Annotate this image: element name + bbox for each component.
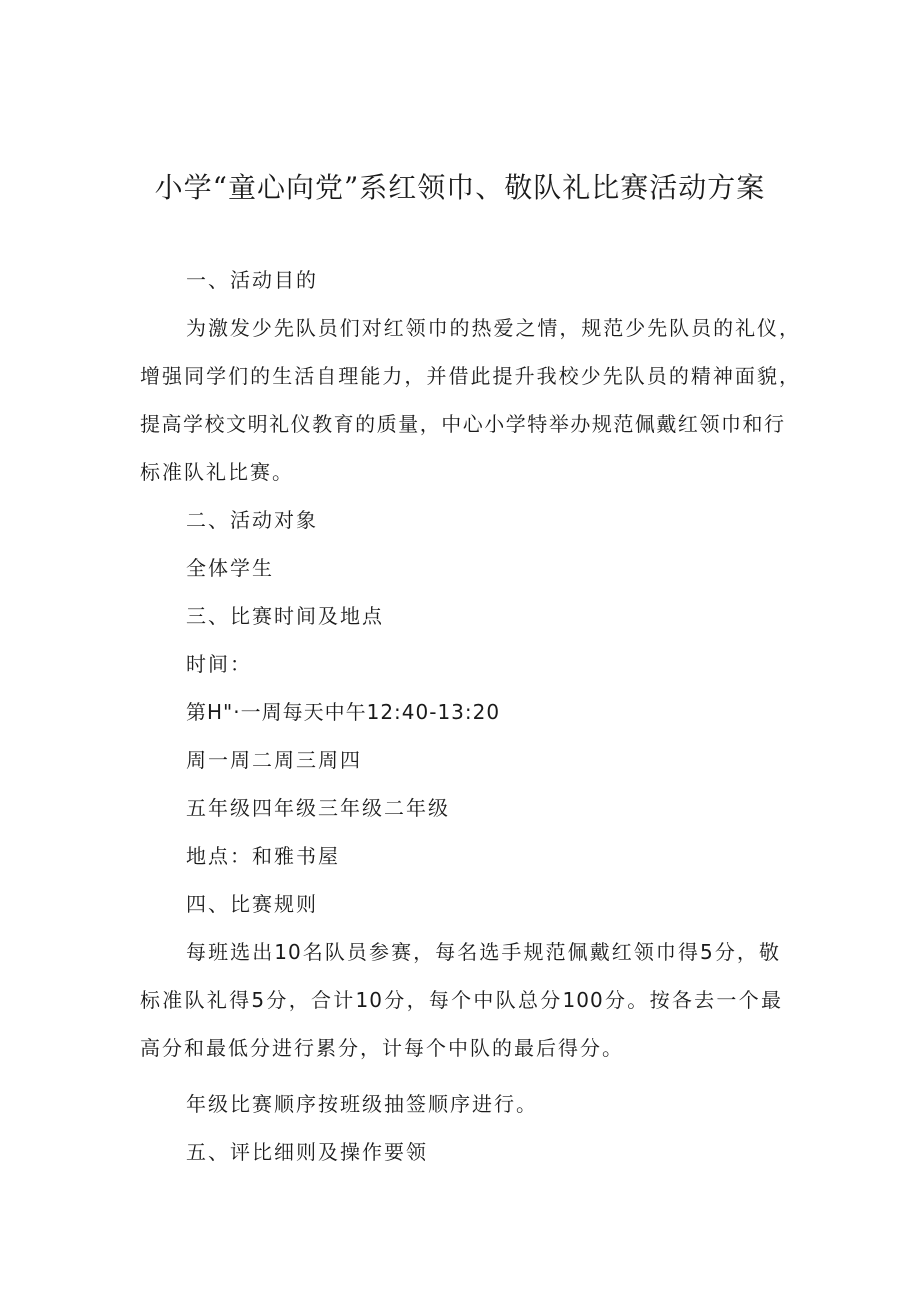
section-heading-purpose: 一、活动目的 [186, 268, 318, 292]
paragraph-line: 地点：和雅书屋 [186, 844, 340, 868]
paragraph-line: 时间： [186, 652, 252, 676]
paragraph-line: 提高学校文明礼仪教育的质量，中心小学特举办规范佩戴红领巾和行 [140, 412, 785, 436]
section-heading-rules: 四、比赛规则 [186, 892, 318, 916]
paragraph-line: 增强同学们的生活自理能力，并借此提升我校少先队员的精神面貌， [140, 364, 800, 388]
paragraph-line: 周一周二周三周四 [186, 748, 362, 772]
paragraph-line: 全体学生 [186, 556, 274, 580]
document-title: 小学“童心向党”系红领巾、敬队礼比赛活动方案 [154, 171, 766, 204]
paragraph-line: 标准队礼比赛。 [140, 460, 294, 484]
paragraph-line: 第H"·一周每天中午12:40-13:20 [186, 700, 501, 724]
section-heading-time-place: 三、比赛时间及地点 [186, 604, 384, 628]
section-heading-participants: 二、活动对象 [186, 508, 318, 532]
section-heading-criteria: 五、评比细则及操作要领 [186, 1140, 428, 1164]
paragraph-line: 标准队礼得5分，合计10分，每个中队总分100分。按各去一个最 [140, 988, 782, 1012]
paragraph-line: 每班选出10名队员参赛，每名选手规范佩戴红领巾得5分，敬 [186, 940, 780, 964]
paragraph-line: 为激发少先队员们对红领巾的热爱之情，规范少先队员的礼仪， [186, 316, 800, 340]
paragraph-line: 五年级四年级三年级二年级 [186, 796, 450, 820]
paragraph-line: 高分和最低分进行累分，计每个中队的最后得分。 [140, 1036, 624, 1060]
paragraph-line: 年级比赛顺序按班级抽签顺序进行。 [186, 1092, 538, 1116]
